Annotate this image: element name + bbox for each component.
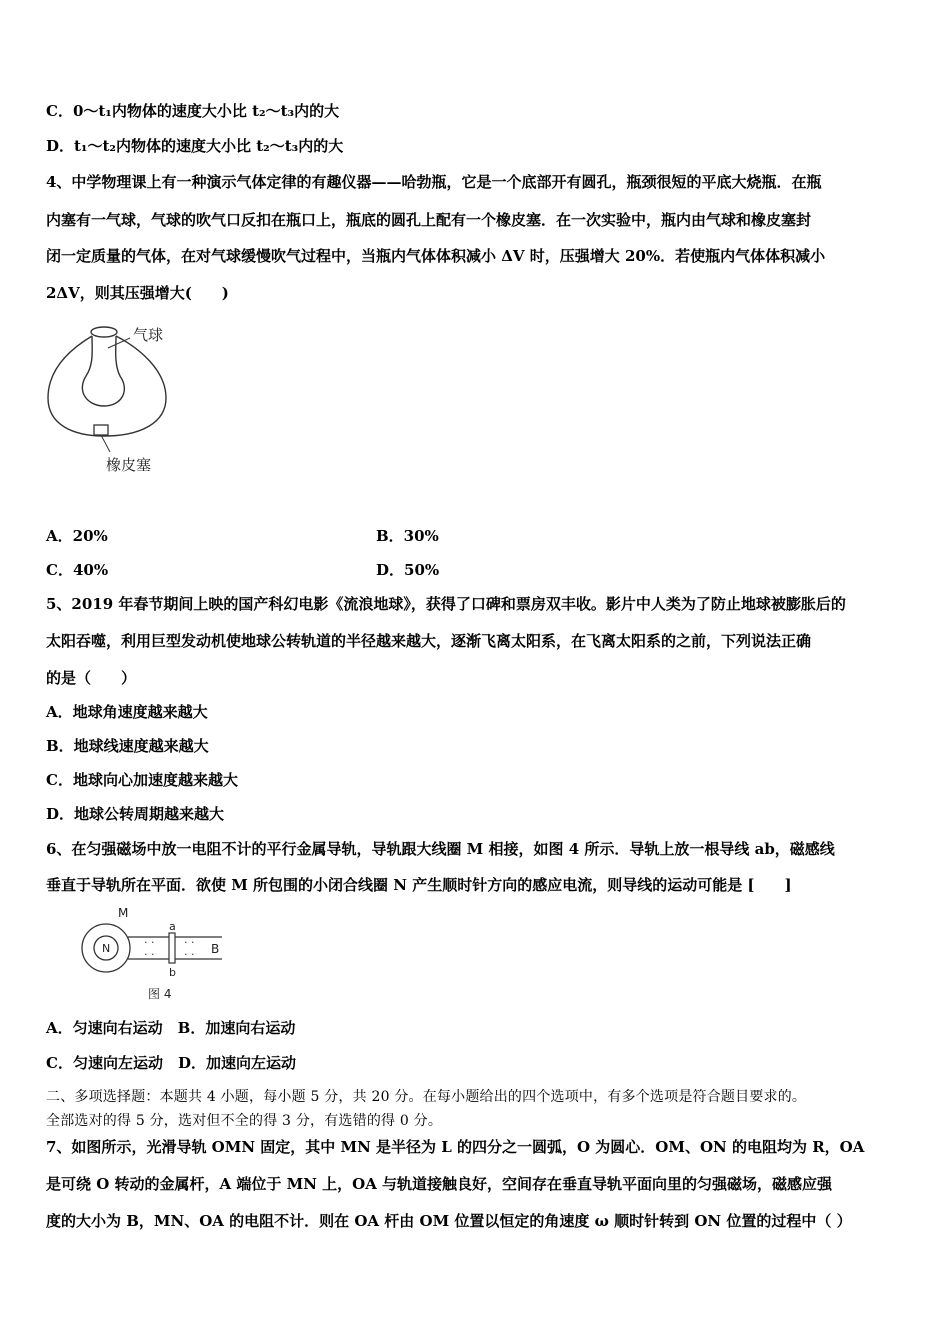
- q5-option-a: A．地球角速度越来越大: [46, 703, 208, 721]
- q6-options-ab: A．匀速向右运动 B．加速向右运动: [46, 1019, 296, 1037]
- section-2-line-1: 二、多项选择题：本题共 4 小题，每小题 5 分，共 20 分。在每小题给出的四个选项中，有多个选项是符合题目要求的。: [46, 1089, 807, 1105]
- conductor-b-label: b: [169, 966, 176, 979]
- q6-options-cd: C．匀速向左运动 D．加速向左运动: [46, 1054, 296, 1072]
- q3-option-d: D．t₁～t₂内物体的速度大小比 t₂～t₃内的大: [46, 137, 344, 155]
- rubber-stopper: [94, 425, 108, 435]
- field-b-label: B: [211, 942, 220, 956]
- section-2-line-2: 全部选对的得 5 分，选对但不全的得 3 分，有选错的得 0 分。: [46, 1113, 443, 1129]
- q4-option-d: D．50%: [376, 561, 440, 579]
- balloon-shape: [82, 336, 124, 406]
- coil-rail-figure: [76, 902, 236, 1008]
- coil-n-label: N: [102, 942, 111, 955]
- q7-text-line-2: 是可绕 O 转动的金属杆，A 端位于 MN 上，OA 与轨道接触良好，空间存在垂直导轨平面向里的匀强磁场，磁感应强: [46, 1175, 833, 1193]
- q6-text-line-2: 垂直于导轨所在平面．欲使 M 所包围的小闭合线圈 N 产生顺时针方向的感应电流，则导线的运动可能是 [ ]: [46, 876, 792, 894]
- figure-4-caption: 图 4: [148, 987, 172, 1001]
- q6-text-line-1: 6、在匀强磁场中放一电阻不计的平行金属导轨，导轨跟大线圈 M 相接，如图 4 所示．导轨上放一根导线 ab，磁感线: [46, 840, 835, 858]
- q4-text-line-4: 2ΔV，则其压强增大( ): [46, 284, 229, 302]
- q5-text-line-2: 太阳吞噬，利用巨型发动机使地球公转轨道的半径越来越大，逐渐飞离太阳系，在飞离太阳系的之前，下列说法正确: [46, 632, 812, 650]
- q5-option-b: B．地球线速度越来越大: [46, 737, 209, 755]
- stopper-leader-line: [101, 435, 110, 452]
- q5-option-c: C．地球向心加速度越来越大: [46, 771, 238, 789]
- svg-text:· ·: · ·: [184, 936, 195, 949]
- q5-text-line-3: 的是（ ）: [46, 669, 137, 687]
- svg-text:· ·: · ·: [184, 948, 195, 961]
- q4-text-line-3: 闭一定质量的气体，在对气球缓慢吹气过程中，当瓶内气体体积减小 ΔV 时，压强增大 20%．若使瓶内气体体积减小: [46, 247, 826, 265]
- svg-text:· ·: · ·: [144, 936, 155, 949]
- q7-text-line-1: 7、如图所示，光滑导轨 OMN 固定，其中 MN 是半径为 L 的四分之一圆弧，O 为圆心．OM、ON 的电阻均为 R，OA: [46, 1138, 865, 1156]
- svg-text:· ·: · ·: [144, 948, 155, 961]
- q5-text-line-1: 5、2019 年春节期间上映的国产科幻电影《流浪地球》，获得了口碑和票房双丰收。影片中人类为了防止地球被膨胀后的: [46, 595, 846, 613]
- q5-option-d: D．地球公转周期越来越大: [46, 805, 225, 823]
- bottle-mouth: [91, 327, 117, 337]
- q7-text-line-3: 度的大小为 B，MN、OA 的电阻不计．则在 OA 杆由 OM 位置以恒定的角速度 ω 顺时针转到 ON 位置的过程中（ ）: [46, 1212, 852, 1230]
- q4-text-line-1: 4、中学物理课上有一种演示气体定律的有趣仪器——哈勃瓶，它是一个底部开有圆孔，瓶颈很短的平底大烧瓶．在瓶: [46, 173, 822, 191]
- balloon-label: 气球: [133, 326, 164, 344]
- conductor-ab: [169, 933, 175, 963]
- q4-option-c: C．40%: [46, 561, 109, 579]
- stopper-label: 橡皮塞: [106, 456, 152, 474]
- balloon-leader-line: [108, 338, 130, 348]
- q4-option-b: B．30%: [376, 527, 439, 545]
- q3-option-c: C．0～t₁内物体的速度大小比 t₂～t₃内的大: [46, 102, 340, 120]
- hubble-bottle-figure: [44, 318, 184, 487]
- q4-text-line-2: 内塞有一气球，气球的吹气口反扣在瓶口上，瓶底的圆孔上配有一个橡皮塞．在一次实验中，瓶内由气球和橡皮塞封: [46, 211, 812, 229]
- q4-option-a: A．20%: [46, 527, 108, 545]
- conductor-a-label: a: [169, 920, 176, 933]
- coil-m-label: M: [118, 906, 129, 920]
- bottle-outline: [48, 336, 166, 436]
